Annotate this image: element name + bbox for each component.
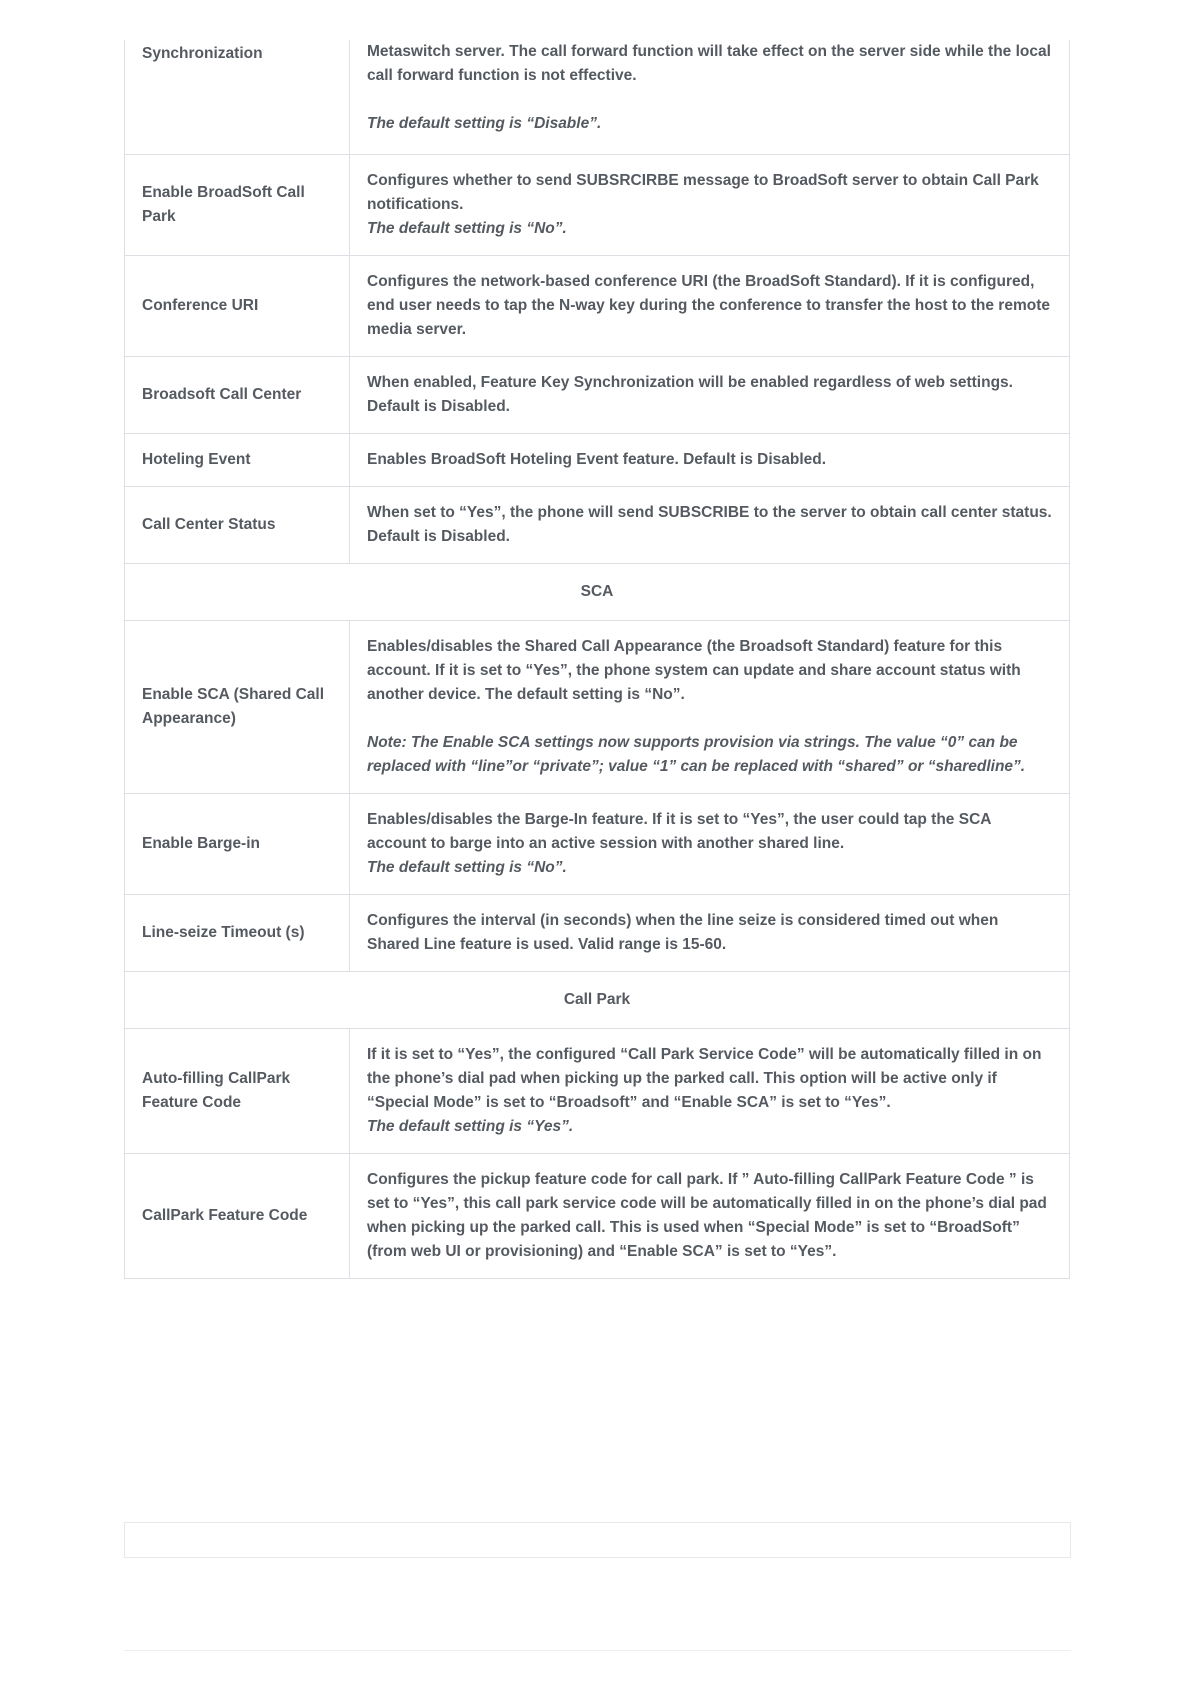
table-row	[125, 155, 1070, 256]
description-text: Configures the network-based conference URI (the BroadSoft Standard). If it is configured, end user needs to tap the N-way key during the conference to transfer the host to the remote media server.	[367, 273, 1050, 338]
row-description	[350, 155, 1070, 256]
row-label: Broadsoft Call Center	[125, 357, 350, 434]
row-label: Hoteling Event	[125, 434, 350, 487]
row-label: Call Center Status	[125, 487, 350, 564]
section-row	[125, 564, 1070, 621]
empty-content-box	[124, 1522, 1071, 1558]
section-row	[125, 972, 1070, 1029]
description-text: Metaswitch server. The call forward function will take effect on the server side while the local call forward function is not effective.	[367, 43, 1051, 84]
row-label: CallPark Feature Code	[125, 1154, 350, 1279]
table-row	[125, 256, 1070, 357]
table-row	[125, 794, 1070, 895]
settings-table	[124, 40, 1070, 1279]
section-header-call-park: Call Park	[125, 972, 1070, 1029]
row-label: Enable SCA (Shared Call Appearance)	[125, 621, 350, 794]
table-row	[125, 357, 1070, 434]
row-label: Enable BroadSoft Call Park	[125, 155, 350, 256]
default-note: The default setting is “No”.	[367, 859, 567, 876]
row-description	[350, 40, 1070, 155]
description-text: Enables/disables the Shared Call Appearance (the Broadsoft Standard) feature for this account. If it is set to “Yes”, the phone system can update and share account status with another device. The default setting is “No”.	[367, 638, 1021, 703]
default-note: The default setting is “Yes”.	[367, 1118, 574, 1135]
table-row	[125, 40, 1070, 155]
row-description	[350, 487, 1070, 564]
note-text: Note: The Enable SCA settings now supports provision via strings. The value “0” can be replaced with “line”or “private”; value “1” can be replaced with “shared” or “sharedline”.	[367, 734, 1026, 775]
row-description	[350, 621, 1070, 794]
row-label: Enable Barge-in	[125, 794, 350, 895]
description-text: Configures the interval (in seconds) when the line seize is considered timed out when Shared Line feature is used. Valid range is 15-60.	[367, 912, 999, 953]
description-text: When set to “Yes”, the phone will send SUBSCRIBE to the server to obtain call center status. Default is Disabled.	[367, 504, 1052, 545]
description-text: Enables/disables the Barge-In feature. If it is set to “Yes”, the user could tap the SCA account to barge into an active session with another shared line.	[367, 811, 991, 852]
row-label: Line-seize Timeout (s)	[125, 895, 350, 972]
row-description	[350, 256, 1070, 357]
section-header-sca: SCA	[125, 564, 1070, 621]
table-row	[125, 1154, 1070, 1279]
row-description	[350, 1029, 1070, 1154]
table-row	[125, 1029, 1070, 1154]
table-row	[125, 895, 1070, 972]
description-text: Configures whether to send SUBSRCIRBE message to BroadSoft server to obtain Call Park notifications.	[367, 172, 1039, 213]
description-text: Enables BroadSoft Hoteling Event feature. Default is Disabled.	[367, 451, 827, 468]
page-divider	[124, 1650, 1071, 1651]
description-text: If it is set to “Yes”, the configured “Call Park Service Code” will be automatically filled in on the phone’s dial pad when picking up the parked call. This option will be active only if “Special Mode” is set to “Broadsoft” and “Enable SCA” is set to “Yes”.	[367, 1046, 1042, 1111]
row-description	[350, 357, 1070, 434]
row-description	[350, 1154, 1070, 1279]
row-description	[350, 794, 1070, 895]
row-label: Auto-filling CallPark Feature Code	[125, 1029, 350, 1154]
default-note: The default setting is “No”.	[367, 220, 567, 237]
table-row	[125, 487, 1070, 564]
table-row	[125, 434, 1070, 487]
description-text: Configures the pickup feature code for call park. If ” Auto-filling CallPark Feature Code ” is set to “Yes”, this call park service code will be automatically filled in on the phone’s dial pad when picking up the parked call. This is used when “Special Mode” is set to “BroadSoft” (from web UI or provisioning) and “Enable SCA” is set to “Yes”.	[367, 1171, 1047, 1260]
description-text: When enabled, Feature Key Synchronization will be enabled regardless of web settings. Default is Disabled.	[367, 374, 1013, 415]
table-row	[125, 621, 1070, 794]
row-description	[350, 434, 1070, 487]
row-label: Synchronization	[125, 40, 350, 155]
row-label: Conference URI	[125, 256, 350, 357]
row-description	[350, 895, 1070, 972]
default-note: The default setting is “Disable”.	[367, 115, 602, 132]
